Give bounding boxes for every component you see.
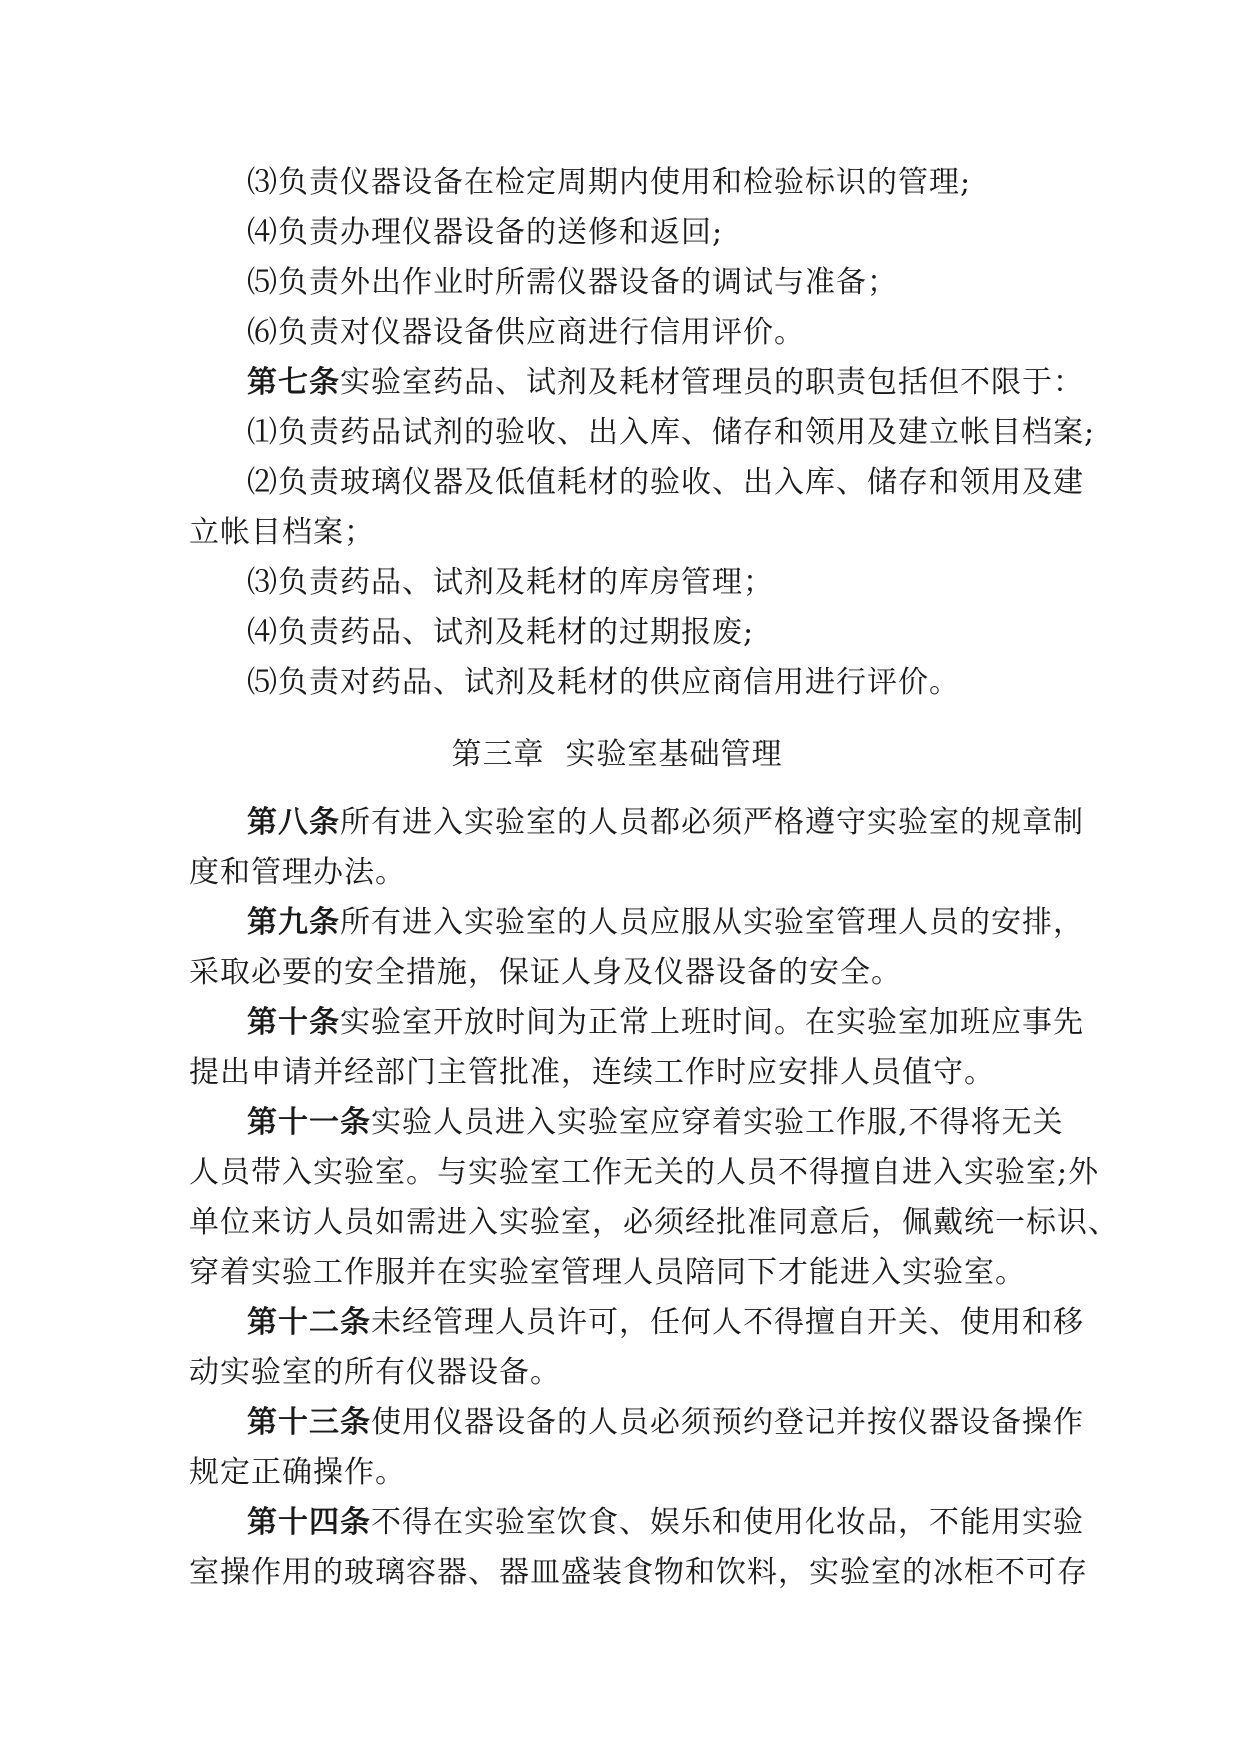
article-text: 实验室开放时间为正常上班时间。在实验室加班应事先 xyxy=(340,1005,1084,1040)
article-11 xyxy=(189,1098,1064,1148)
article-heading: 第十条 xyxy=(247,1005,340,1040)
article-text-continuation: 动实验室的所有仪器设备。 xyxy=(189,1355,561,1390)
list-item: ⑶负责仪器设备在检定周期内使用和检验标识的管理; xyxy=(247,165,972,200)
article-text: 所有进入实验室的人员都必须严格遵守实验室的规章制 xyxy=(340,805,1084,840)
article-heading: 第十三条 xyxy=(247,1405,371,1440)
list-item: ⑹负责对仪器设备供应商进行信用评价。 xyxy=(247,315,805,350)
article-14 xyxy=(189,1498,1084,1548)
list-item: ⑸负责对药品、试剂及耗材的供应商信用进行评价。 xyxy=(247,665,960,700)
article-heading: 第九条 xyxy=(247,905,340,940)
list-item: ⑵负责玻璃仪器及低值耗材的验收、出入库、储存和领用及建 xyxy=(247,465,1084,500)
article-heading: 第十二条 xyxy=(247,1305,371,1340)
article-9 xyxy=(189,898,1084,948)
article-8 xyxy=(189,798,1084,848)
article-text: 使用仪器设备的人员必须预约登记并按仪器设备操作 xyxy=(371,1405,1084,1440)
article-heading: 第十四条 xyxy=(247,1505,371,1540)
list-item: ⑴负责药品试剂的验收、出入库、储存和领用及建立帐目档案; xyxy=(247,415,1096,450)
article-text: 所有进入实验室的人员应服从实验室管理人员的安排， xyxy=(340,905,1084,940)
article-10 xyxy=(189,998,1084,1048)
article-text-continuation: 人员带入实验室。与实验室工作无关的人员不得擅自进入实验室;外 xyxy=(189,1155,1100,1190)
article-text-continuation: 穿着实验工作服并在实验室管理人员陪同下才能进入实验室。 xyxy=(189,1255,1026,1290)
article-text-continuation: 提出申请并经部门主管批准，连续工作时应安排人员值守。 xyxy=(189,1055,995,1090)
article-text-continuation: 规定正确操作。 xyxy=(189,1455,406,1490)
article-text: 不得在实验室饮食、娱乐和使用化妆品，不能用实验 xyxy=(371,1505,1084,1540)
article-13 xyxy=(189,1398,1084,1448)
article-7 xyxy=(189,358,1084,408)
list-item: ⑷负责药品、试剂及耗材的过期报废; xyxy=(247,615,755,650)
article-text: 实验人员进入实验室应穿着实验工作服,不得将无关 xyxy=(371,1105,1064,1140)
article-12 xyxy=(189,1298,1084,1348)
chapter-title: 第三章 实验室基础管理 xyxy=(451,737,783,772)
article-heading: 第十一条 xyxy=(247,1105,371,1140)
article-text: 未经管理人员许可，任何人不得擅自开关、使用和移 xyxy=(371,1305,1084,1340)
article-heading: 第八条 xyxy=(247,805,340,840)
list-item: ⑸负责外出作业时所需仪器设备的调试与准备； xyxy=(247,265,898,300)
list-item-continuation: 立帐目档案； xyxy=(189,515,375,550)
list-item: ⑷负责办理仪器设备的送修和返回; xyxy=(247,215,724,250)
document-page xyxy=(189,158,1119,1598)
article-text-continuation: 度和管理办法。 xyxy=(189,855,406,890)
article-text-continuation: 采取必要的安全措施，保证人身及仪器设备的安全。 xyxy=(189,955,902,990)
article-text: 实验室药品、试剂及耗材管理员的职责包括但不限于： xyxy=(340,365,1084,400)
article-text-continuation: 单位来访人员如需进入实验室，必须经批准同意后，佩戴统一标识、 xyxy=(189,1205,1119,1240)
list-item: ⑶负责药品、试剂及耗材的库房管理； xyxy=(247,565,774,600)
article-heading: 第七条 xyxy=(247,365,340,400)
article-text-continuation: 室操作用的玻璃容器、器皿盛装食物和饮料，实验室的冰柜不可存 xyxy=(189,1555,1088,1590)
